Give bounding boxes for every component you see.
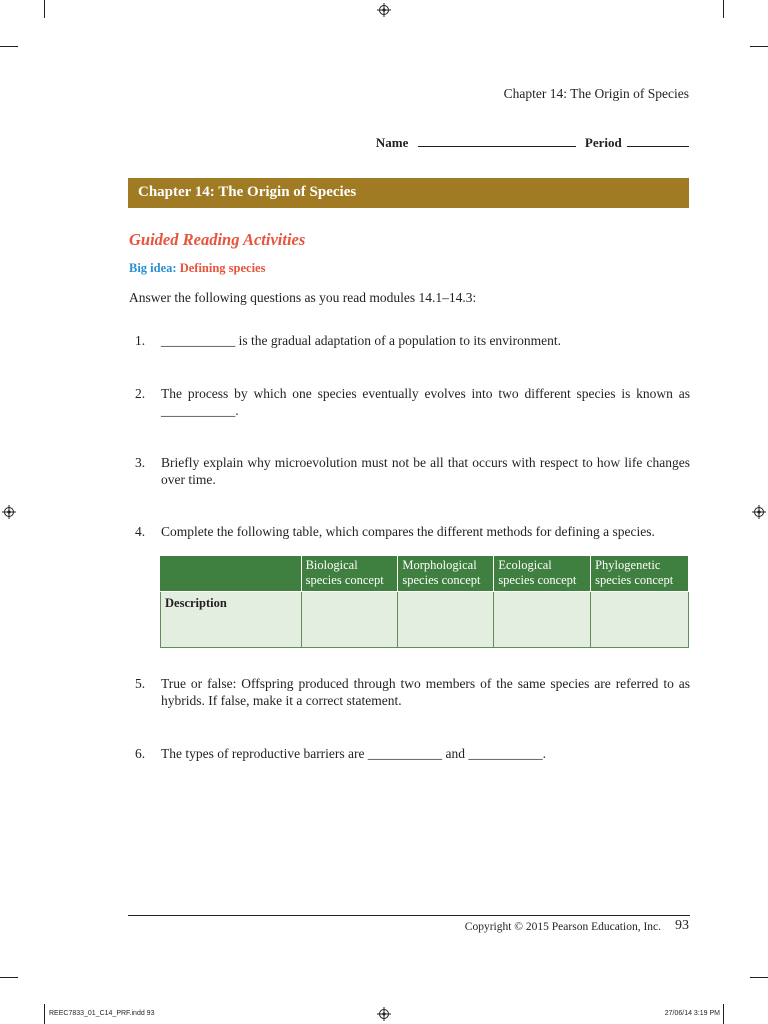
table-cell-ecological[interactable] — [494, 592, 591, 648]
table-header-phylogenetic: Phylogenetic species concept — [591, 556, 689, 592]
crop-mark — [723, 1004, 724, 1024]
table-header-biological: Biological species concept — [301, 556, 398, 592]
question-1 — [129, 332, 690, 349]
copyright: Copyright © 2015 Pearson Education, Inc. — [464, 921, 661, 933]
table-row — [161, 592, 689, 648]
page-number: 93 — [675, 918, 689, 933]
footer-rule — [128, 915, 690, 916]
big-idea — [129, 261, 265, 276]
name-period-row — [376, 135, 689, 151]
period-blank — [627, 137, 689, 147]
table-row-label: Description — [161, 592, 302, 648]
question-number: 4. — [135, 524, 146, 539]
species-concepts-table — [160, 555, 689, 648]
chapter-banner: Chapter 14: The Origin of Species — [128, 178, 689, 208]
crop-mark — [0, 977, 18, 978]
question-text: ___________ is the gradual adaptation of a population to its environment. — [161, 333, 562, 348]
question-text: The process by which one species eventually evolves into two different species is known as ___________. — [161, 386, 690, 418]
name-blank — [418, 137, 576, 147]
big-idea-value: Defining species — [179, 261, 266, 275]
question-6 — [129, 745, 690, 762]
table-cell-biological[interactable] — [301, 592, 398, 648]
question-2 — [129, 385, 690, 419]
crop-mark — [44, 0, 45, 18]
section-title: Guided Reading Activities — [129, 230, 306, 249]
instructions: Answer the following questions as you read modules 14.1–14.3: — [129, 290, 477, 305]
crop-mark — [44, 1004, 45, 1024]
table-header-morphological: Morphological species concept — [398, 556, 494, 592]
table-header-row — [161, 556, 689, 592]
crop-mark — [0, 46, 18, 47]
period-label: Period — [584, 135, 622, 150]
table-corner-cell — [161, 556, 302, 592]
crop-mark — [750, 977, 768, 978]
running-head: Chapter 14: The Origin of Species — [503, 86, 689, 101]
crop-mark — [750, 46, 768, 47]
table-cell-phylogenetic[interactable] — [591, 592, 689, 648]
table-header-ecological: Ecological species concept — [494, 556, 591, 592]
question-text: Briefly explain why microevolution must not be all that occurs with respect to how life changes over time. — [161, 455, 690, 487]
question-number: 6. — [135, 746, 146, 761]
question-number: 2. — [135, 386, 146, 401]
question-number: 3. — [135, 455, 146, 470]
print-slug-date: 27/06/14 3:19 PM — [664, 1010, 720, 1017]
question-number: 1. — [135, 333, 146, 348]
question-4 — [129, 523, 690, 540]
registration-mark-icon — [377, 1007, 391, 1021]
big-idea-label: Big idea: — [129, 261, 177, 275]
question-5 — [129, 675, 690, 709]
print-slug-file: REEC7833_01_C14_PRF.indd 93 — [49, 1010, 155, 1017]
question-text: Complete the following table, which compares the different methods for defining a species. — [161, 524, 655, 539]
question-3 — [129, 454, 690, 488]
table-cell-morphological[interactable] — [398, 592, 494, 648]
name-label: Name — [375, 135, 409, 150]
question-text: True or false: Offspring produced through two members of the same species are referred to as hybrids. If false, make it a correct statement. — [161, 676, 690, 708]
registration-mark-icon — [752, 505, 766, 519]
question-text: The types of reproductive barriers are ___________ and ___________. — [161, 746, 547, 761]
question-number: 5. — [135, 676, 146, 691]
registration-mark-icon — [2, 505, 16, 519]
registration-mark-icon — [377, 3, 391, 17]
crop-mark — [723, 0, 724, 18]
